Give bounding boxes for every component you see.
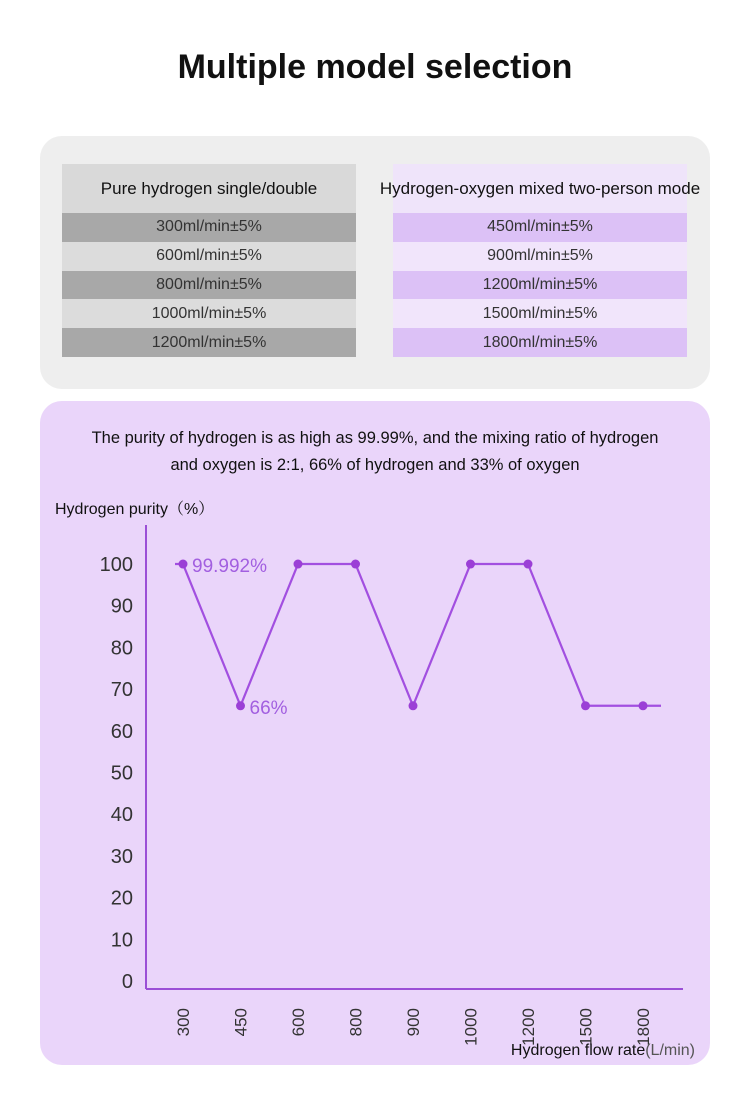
- x-axis-label-main: Hydrogen flow rate: [510, 1042, 646, 1059]
- x-tick-label: 1500: [576, 1008, 596, 1046]
- data-point: [524, 560, 533, 569]
- data-point: [294, 560, 303, 569]
- y-axis-label: Hydrogen purity（%）: [55, 501, 215, 518]
- y-tick-label: 80: [110, 637, 133, 660]
- pure-hydrogen-cell: 1000ml/min±5%: [62, 299, 356, 328]
- page-title: Multiple model selection: [177, 48, 573, 86]
- series-line: [175, 564, 661, 706]
- mixed-mode-cell: 1500ml/min±5%: [393, 299, 687, 328]
- data-point: [351, 560, 360, 569]
- y-tick-label: 40: [110, 804, 133, 827]
- x-tick-label: 1800: [634, 1008, 653, 1046]
- data-point: [236, 701, 245, 710]
- pure-hydrogen-cell: 300ml/min±5%: [62, 213, 356, 242]
- data-point: [581, 701, 590, 710]
- pure-hydrogen-column: [62, 164, 356, 357]
- y-tick-label: 30: [110, 845, 133, 868]
- pure-hydrogen-cell: 1200ml/min±5%: [62, 328, 356, 357]
- x-tick-label: 1000: [461, 1008, 481, 1046]
- mixed-mode-cell: 900ml/min±5%: [393, 242, 687, 271]
- y-tick-label: 70: [110, 679, 133, 702]
- y-tick-label: 20: [110, 887, 133, 910]
- data-point: [409, 701, 418, 710]
- mixed-mode-cell: 1800ml/min±5%: [393, 328, 687, 357]
- x-tick-label: 800: [346, 1008, 366, 1037]
- purity-note-line-1: The purity of hydrogen is as high as 99.99%, and the mixing ratio of hydrogen: [91, 429, 659, 447]
- data-point: [179, 560, 188, 569]
- pure-hydrogen-cell: 800ml/min±5%: [62, 271, 356, 300]
- pure-hydrogen-cell: 600ml/min±5%: [62, 242, 356, 271]
- x-axis-label: [511, 1042, 695, 1059]
- data-label: 66%: [249, 697, 288, 719]
- purity-note-line-2: and oxygen is 2:1, 66% of hydrogen and 33% of oxygen: [170, 456, 580, 474]
- x-tick-label: 1200: [519, 1008, 538, 1046]
- y-tick-label: 60: [110, 720, 133, 743]
- chart-panel: [40, 401, 710, 1065]
- data-label: 99.992%: [192, 556, 268, 578]
- mixed-mode-header: Hydrogen-oxygen mixed two-person mode: [393, 164, 687, 213]
- x-axis-label-unit: (L/min): [645, 1042, 695, 1059]
- y-tick-label: 0: [121, 971, 133, 993]
- mixed-mode-column: [379, 164, 701, 357]
- purity-line-chart: [40, 401, 710, 1065]
- model-table-panel: [40, 136, 710, 389]
- x-tick-label: 300: [174, 1008, 193, 1037]
- y-tick-label: 50: [110, 762, 133, 785]
- y-tick-label: 100: [99, 554, 133, 576]
- mixed-mode-cell: 1200ml/min±5%: [393, 271, 687, 300]
- x-tick-label: 600: [289, 1008, 308, 1037]
- x-tick-label: 900: [404, 1008, 423, 1037]
- y-tick-label: 10: [110, 929, 133, 952]
- x-tick-label: 450: [231, 1008, 251, 1037]
- data-point: [639, 701, 648, 710]
- y-tick-label: 90: [110, 595, 133, 618]
- pure-hydrogen-header: Pure hydrogen single/double: [62, 164, 356, 213]
- data-point: [466, 560, 475, 569]
- mixed-mode-cell: 450ml/min±5%: [393, 213, 687, 242]
